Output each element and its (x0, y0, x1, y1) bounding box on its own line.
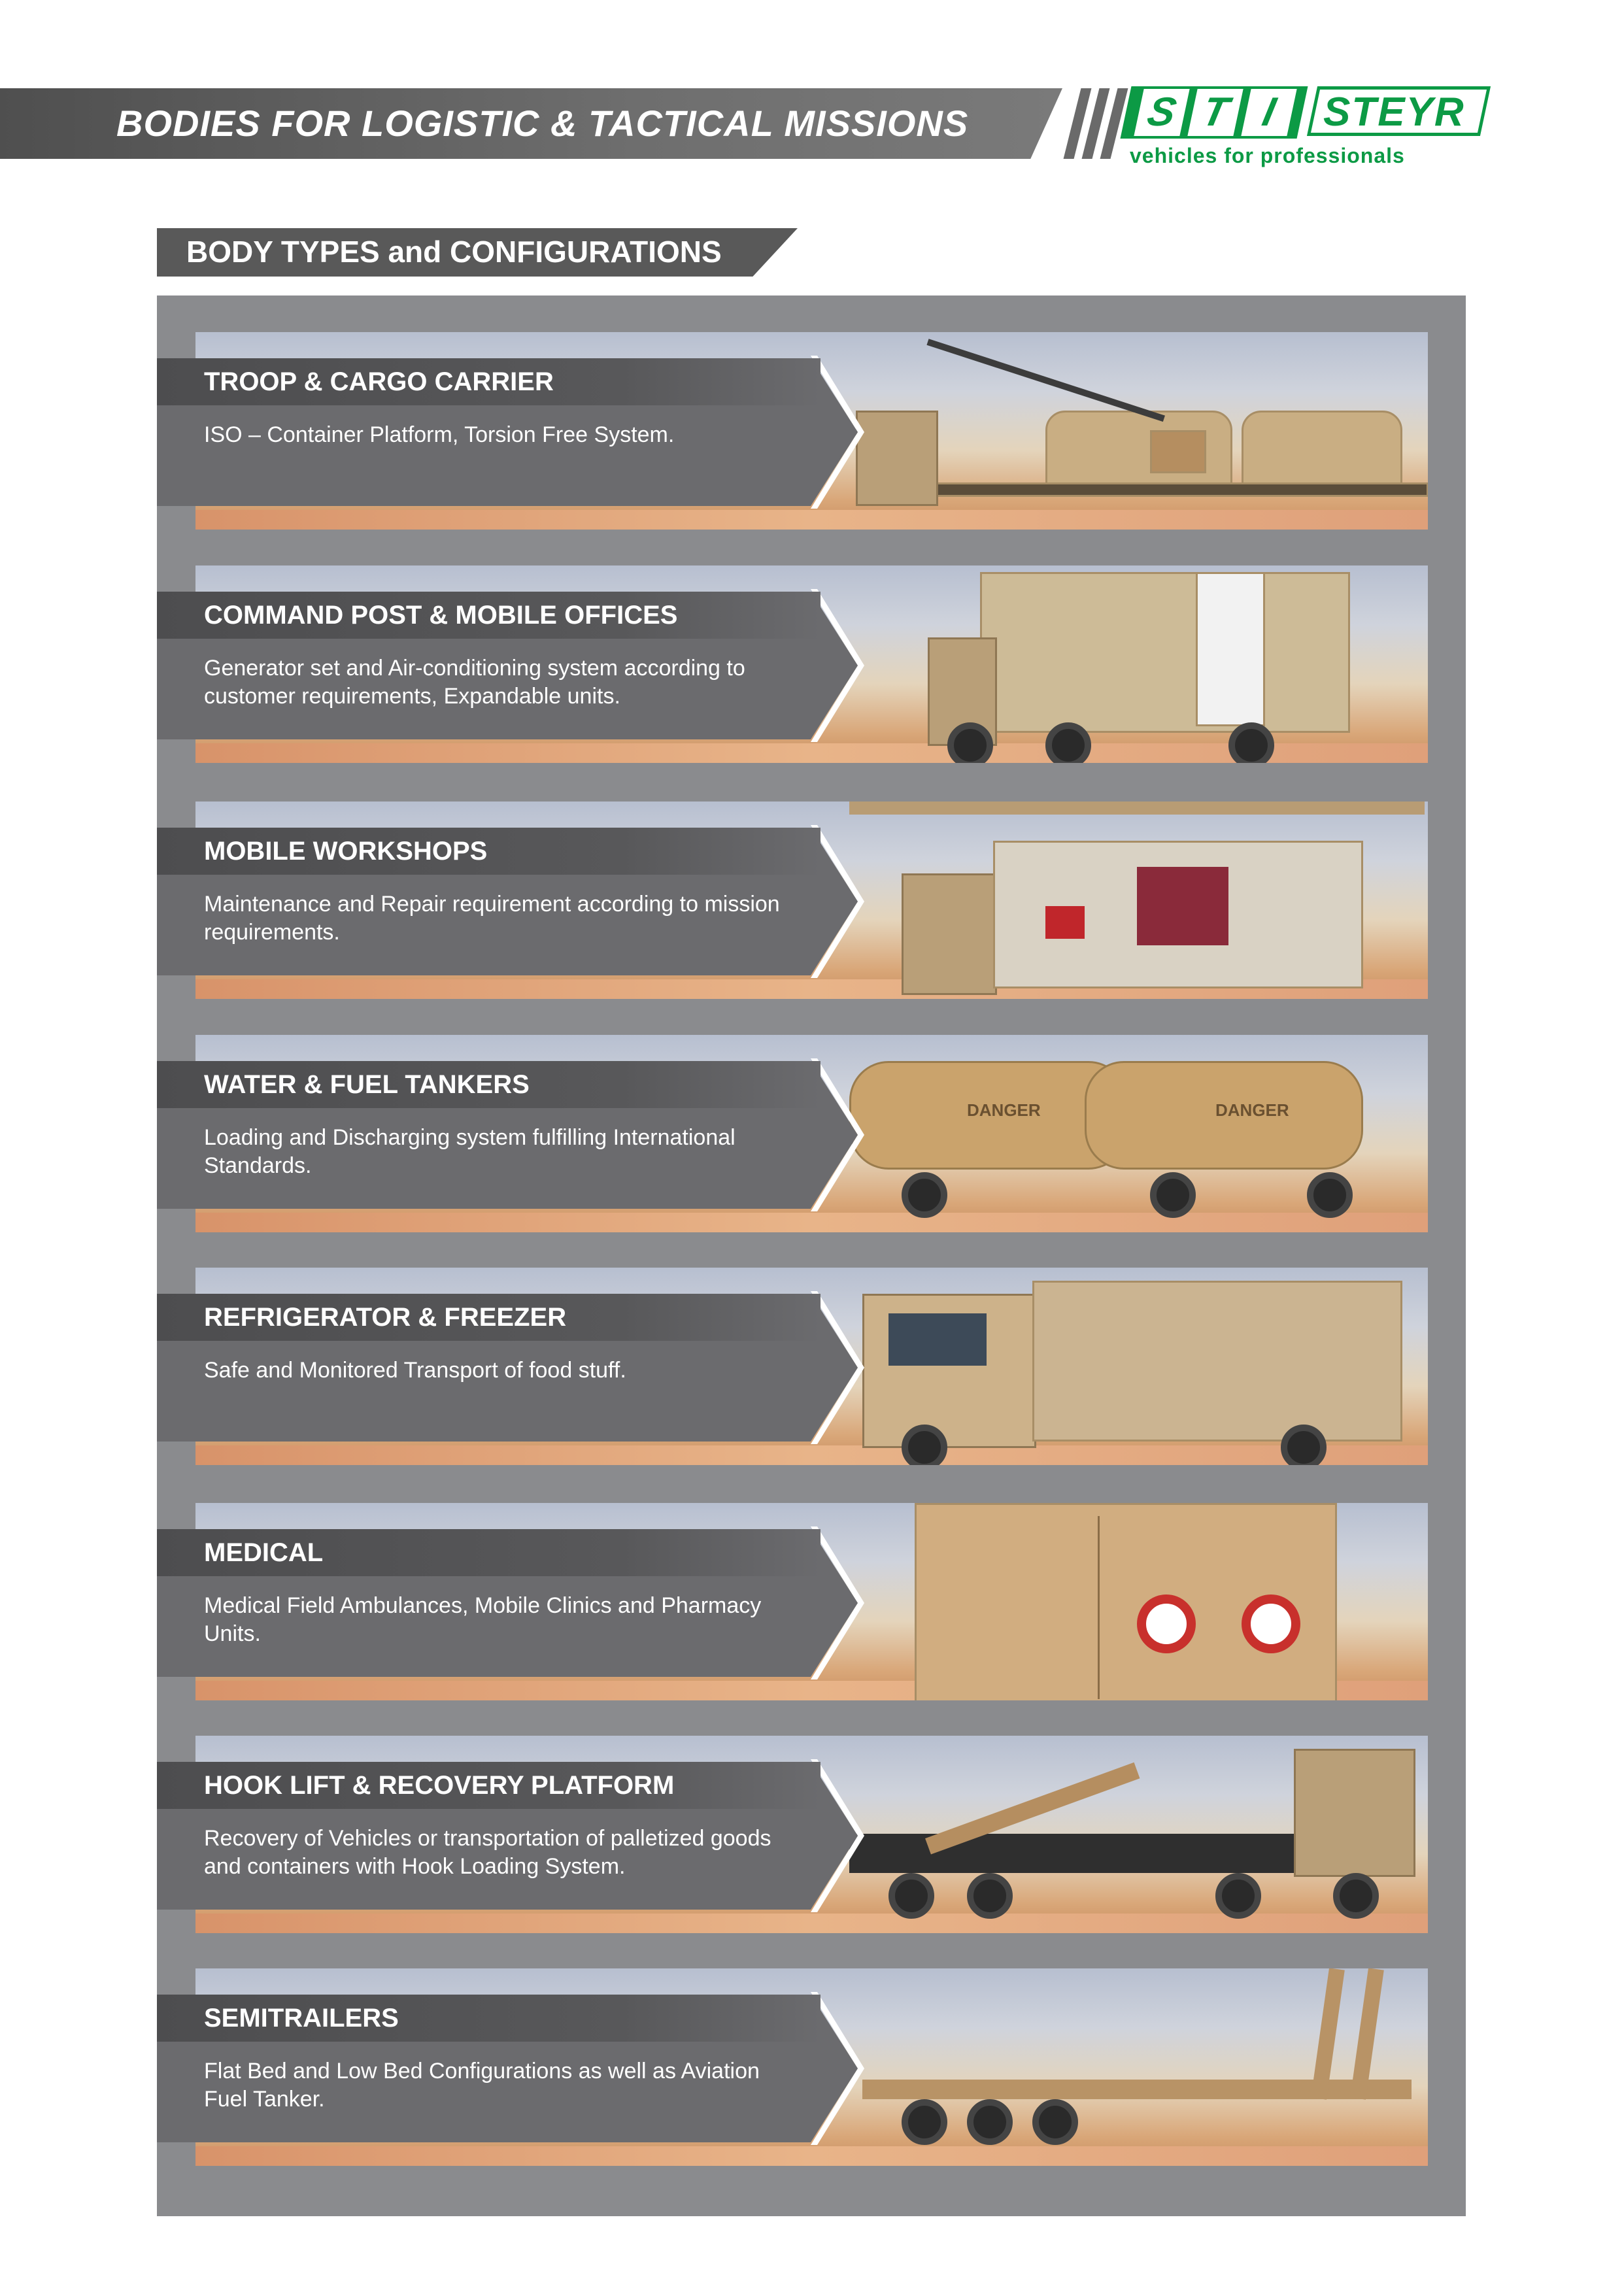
row-description: Loading and Discharging system fulfilling International Standards. (204, 1125, 736, 1178)
logo-letter: T (1187, 89, 1243, 136)
sti-steyr-logo (1126, 86, 1498, 171)
logo-letter: S (1134, 89, 1189, 136)
row-description: Flat Bed and Low Bed Configurations as well as Aviation Fuel Tanker. (204, 2059, 760, 2112)
body-type-row (157, 1268, 1428, 1465)
row-description: Medical Field Ambulances, Mobile Clinics and Pharmacy Units. (204, 1593, 762, 1646)
row-description: ISO – Container Platform, Torsion Free System. (204, 422, 675, 447)
body-type-row (157, 1736, 1428, 1933)
row-description: Recovery of Vehicles or transportation of palletized goods and containers with Hook Loading System. (204, 1826, 771, 1879)
body-type-row (157, 801, 1428, 999)
row-title: COMMAND POST & MOBILE OFFICES (204, 601, 678, 630)
page-title: BODIES FOR LOGISTIC & TACTICAL MISSIONS (116, 103, 969, 144)
logo-brand: STEYR (1323, 90, 1465, 135)
row-title: HOOK LIFT & RECOVERY PLATFORM (204, 1771, 675, 1800)
body-type-row (157, 1968, 1428, 2166)
row-title: MEDICAL (204, 1538, 324, 1567)
row-description: Generator set and Air-conditioning system according to customer requirements, Expandable units. (204, 656, 745, 709)
logo-letter: I (1241, 89, 1296, 136)
row-description: Maintenance and Repair requirement according to mission requirements. (204, 892, 780, 945)
row-title: WATER & FUEL TANKERS (204, 1070, 530, 1099)
logo-tagline: vehicles for professionals (1130, 144, 1405, 167)
section-title: BODY TYPES and CONFIGURATIONS (186, 235, 722, 269)
row-title: SEMITRAILERS (204, 2004, 399, 2033)
row-description: Safe and Monitored Transport of food stuff. (204, 1358, 626, 1383)
body-type-row (157, 332, 1428, 530)
body-type-row (157, 565, 1428, 763)
body-type-row (157, 1503, 1428, 1700)
body-type-row (157, 1035, 1428, 1232)
row-title: TROOP & CARGO CARRIER (204, 367, 554, 396)
tank-label: DANGER (967, 1100, 1041, 1120)
tank-label: DANGER (1215, 1100, 1289, 1120)
row-title: MOBILE WORKSHOPS (204, 837, 488, 866)
row-title: REFRIGERATOR & FREEZER (204, 1303, 567, 1332)
logo-letters (1139, 89, 1292, 136)
